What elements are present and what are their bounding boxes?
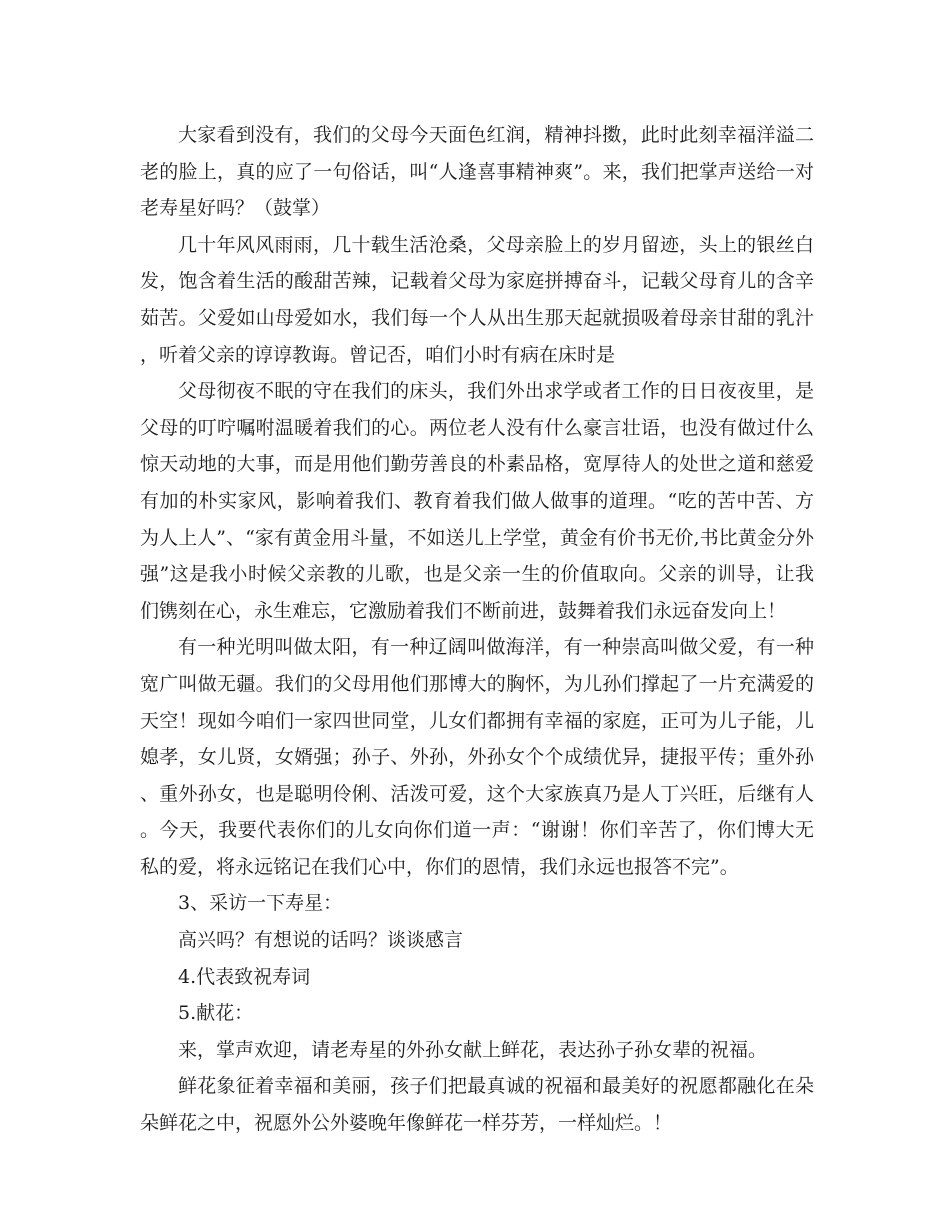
paragraph-parents-care: 父母彻夜不眠的守在我们的床头，我们外出求学或者工作的日日夜夜里，是父母的叮咛嘱咐温暖着我们的心。两位老人没有什么豪言壮语，也没有做过什么惊天动地的大事，而是用他们勤劳善良的朴素品格，宽厚待人的处世之道和慈爱有加的朴实家风，影响着我们、教育着我们做人做事的道理。“吃的苦中苦、方为人上人”、“家有黄金用斗量，不如送儿上学堂，黄金有价书无价,书比黄金分外强”这是我小时候父亲教的儿歌，也是父亲一生的价值取向。父亲的训导，让我们镌刻在心，永生难忘，它激励着我们不断前进，鼓舞着我们永远奋发向上！ <box>140 380 814 622</box>
paragraph-family-thanks: 有一种光明叫做太阳，有一种辽阔叫做海洋，有一种崇高叫做父爱，有一种宽广叫做无疆。我们的父母用他们那博大的胸怀，为儿孙们撑起了一片充满爱的天空！现如今咱们一家四世同堂，儿女们都拥有幸福的家庭，正可为儿子能，儿媳孝，女儿贤，女婿强；孙子、外孙，外孙女个个成绩优异，捷报平传；重外孙、重外孙女，也是聪明伶俐、活泼可爱，这个大家族真乃是人丁兴旺，后继有人。今天，我要代表你们的儿女向你们道一声：“谢谢！你们辛苦了，你们博大无私的爱，将永远铭记在我们心中，你们的恩情，我们永远也报答不完”。 <box>140 636 814 878</box>
document-body <box>140 117 814 1142</box>
item-flowers: 5.献花： <box>178 1002 254 1025</box>
item-birthday-speech: 4.代表致祝寿词 <box>178 965 311 988</box>
paragraph-parents-years: 几十年风风雨雨，几十载生活沧桑，父母亲脸上的岁月留迹，头上的银丝白发，饱含着生活的酸甜苦辣，记载着父母为家庭拼搏奋斗，记载父母育儿的含辛茹苦。父爱如山母爱如水，我们每一个人从出生那天起就损吸着母亲甘甜的乳汁，听着父亲的谆谆教诲。曾记否，咱们小时有病在床时是 <box>140 233 814 366</box>
interview-questions: 高兴吗？有想说的话吗？谈谈感言 <box>178 929 464 952</box>
item-interview: 3、采访一下寿星： <box>178 892 343 915</box>
paragraph-flowers-welcome: 来，掌声欢迎，请老寿星的外孙女献上鲜花，表达孙子孙女辈的祝福。 <box>178 1038 768 1061</box>
paragraph-greeting: 大家看到没有，我们的父母今天面色红润，精神抖擞，此时此刻幸福洋溢二老的脸上，真的应了一句俗话，叫“人逢喜事精神爽”。来，我们把掌声送给一对老寿星好吗？（鼓掌） <box>140 124 814 220</box>
paragraph-flowers-blessing: 鲜花象征着幸福和美丽，孩子们把最真诚的祝福和最美好的祝愿都融化在朵朵鲜花之中，祝愿外公外婆晚年像鲜花一样芬芳，一样灿烂。！ <box>140 1075 814 1135</box>
